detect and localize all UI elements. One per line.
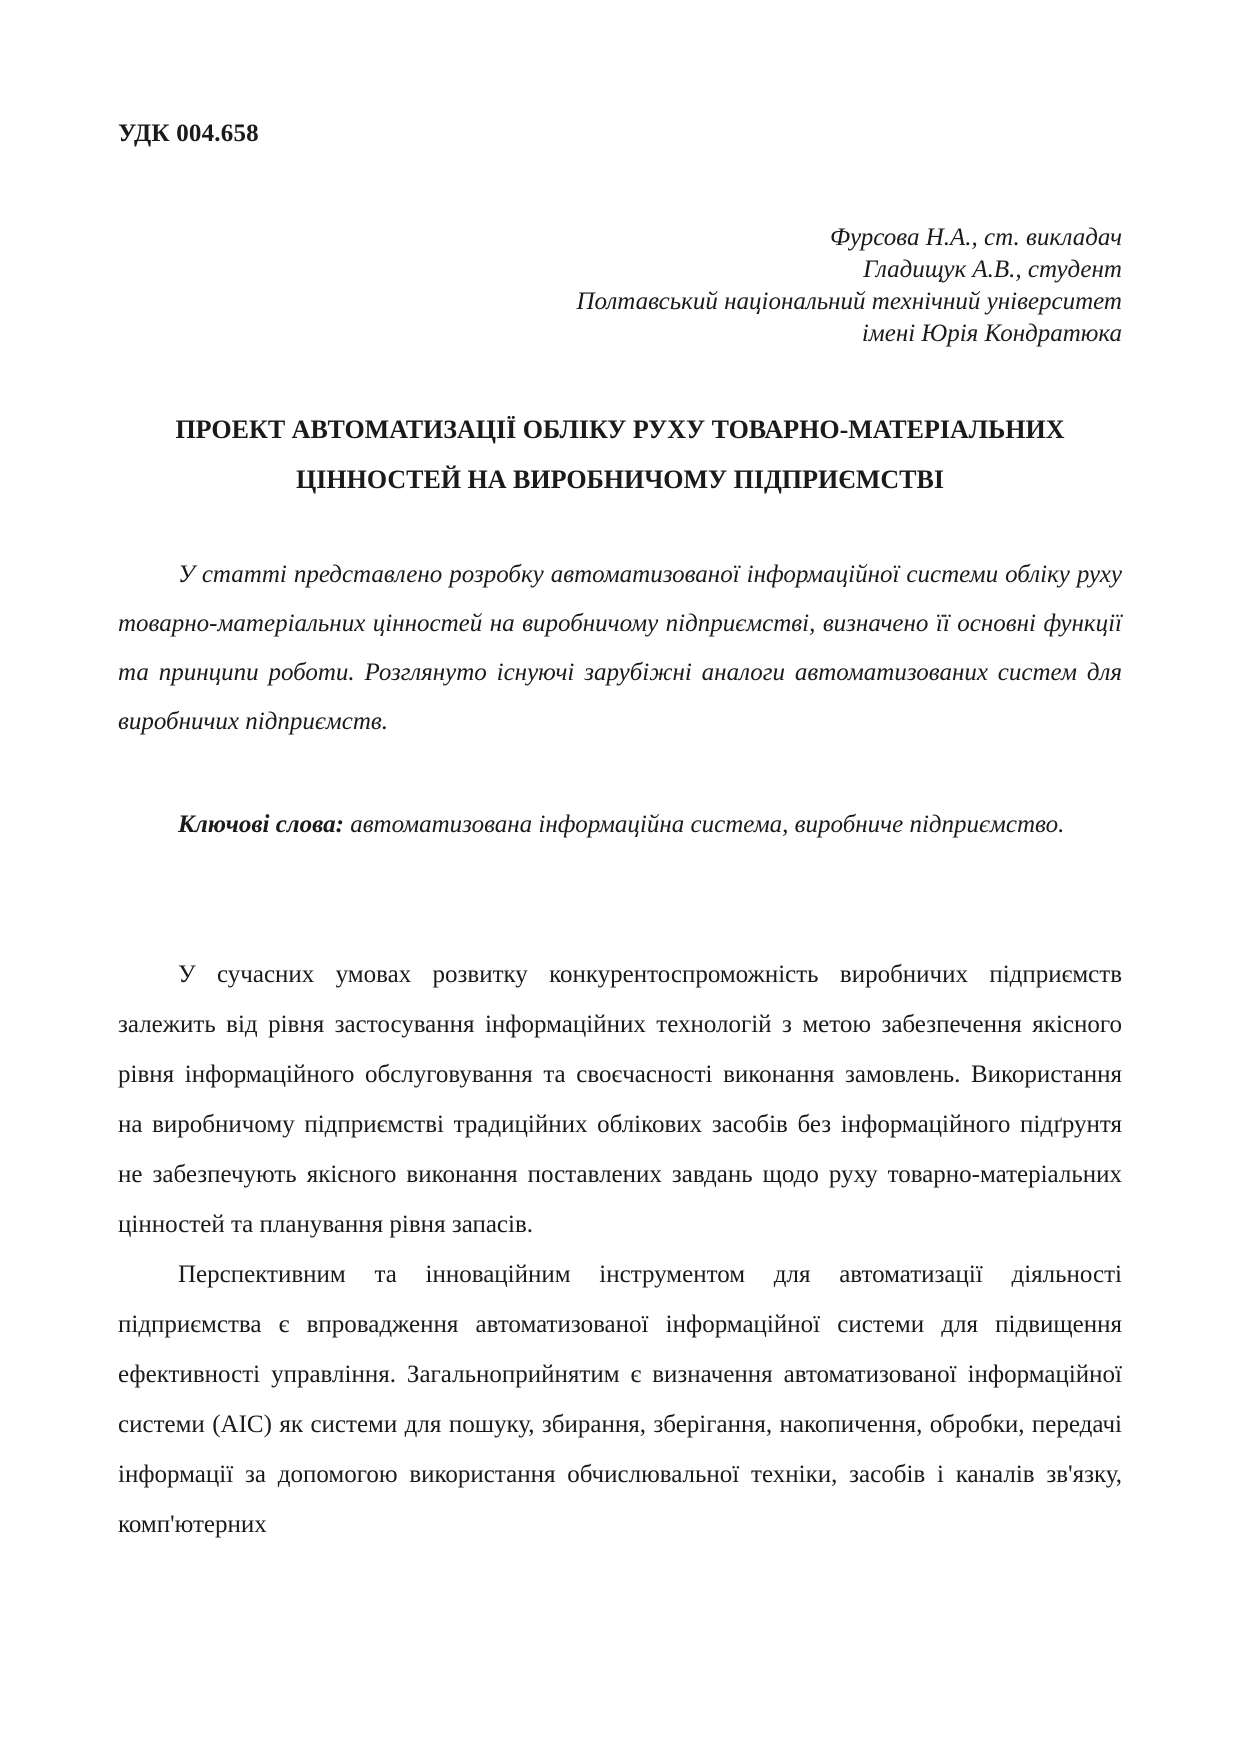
- keywords-text: автоматизована інформаційна система, виробниче підприємство.: [350, 811, 1065, 838]
- paper-title: [118, 405, 1122, 505]
- keywords: [118, 800, 1122, 850]
- udk-code: УДК 004.658: [118, 120, 259, 147]
- author-line: Гладищук А.В., студент: [863, 256, 1122, 283]
- keywords-paragraph: [118, 800, 1122, 850]
- affiliation-line: імені Юрія Кондратюка: [861, 320, 1122, 347]
- body-text: [118, 950, 1122, 1550]
- affiliation-line: Полтавський національний технічний університет: [576, 288, 1122, 315]
- author-line: Фурсова Н.А., ст. викладач: [829, 224, 1122, 251]
- abstract-text: У статті представлено розробку автоматизованої інформаційної системи обліку руху товарно-матеріальних цінностей на виробничому підприємстві, визначено її основні функції та принципи роботи. Розглянуто існуючі зарубіжні аналоги автоматизованих систем для виробничих підприємств.: [118, 561, 1122, 735]
- title-line: ПРОЕКТ АВТОМАТИЗАЦІЇ ОБЛІКУ РУХУ ТОВАРНО-МАТЕРІАЛЬНИХ: [175, 415, 1065, 444]
- title-line: ЦІННОСТЕЙ НА ВИРОБНИЧОМУ ПІДПРИЄМСТВІ: [296, 465, 944, 494]
- body-paragraph: У сучасних умовах розвитку конкурентоспроможність виробничих підприємств залежить від рівня застосування інформаційних технологій з метою забезпечення якісного рівня інформаційного обслуговування та своєчасності виконання замовлень. Використання на виробничому підприємстві традиційних облікових засобів без інформаційного підґрунтя не забезпечують якісного виконання поставлених завдань щодо руху товарно-матеріальних цінностей та планування рівня запасів.: [118, 961, 1122, 1238]
- keywords-label: Ключові слова:: [178, 811, 344, 838]
- abstract: [118, 550, 1122, 746]
- author-block: [322, 222, 1122, 350]
- body-paragraph: Перспективним та інноваційним інструментом для автоматизації діяльності підприємства є впровадження автоматизованої інформаційної системи для підвищення ефективності управління. Загальноприйнятим є визначення автоматизованої інформаційної системи (АІС) як системи для пошуку, збирання, зберігання, накопичення, обробки, передачі інформації за допомогою використання обчислювальної техніки, засобів і каналів зв'язку, комп'ютерних: [118, 1261, 1122, 1538]
